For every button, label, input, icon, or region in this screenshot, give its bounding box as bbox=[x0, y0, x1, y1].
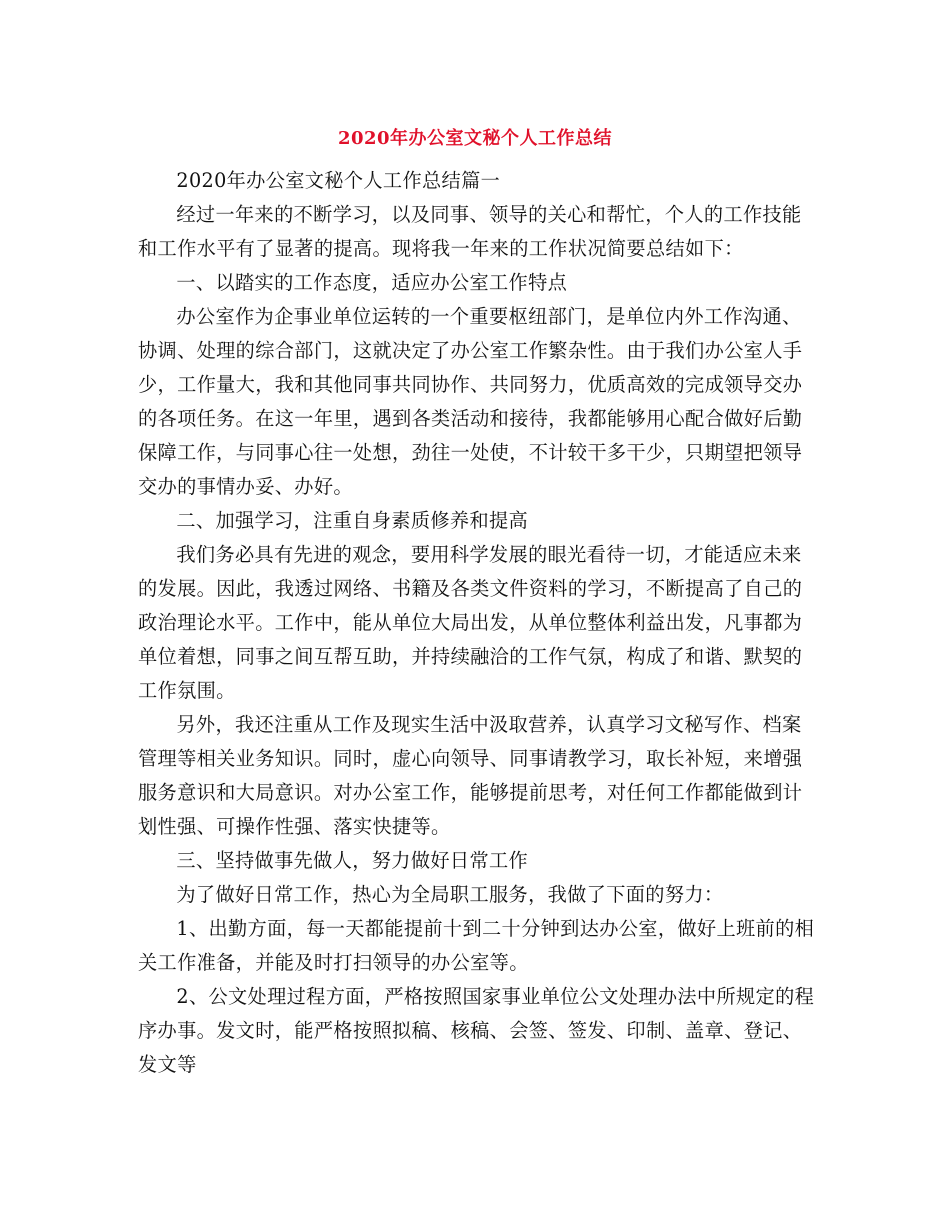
document-body bbox=[138, 164, 818, 1082]
body-paragraph: 我们务必具有先进的观念，要用科学发展的眼光看待一切，才能适应未来的发展。因此，我透过网络、书籍及各类文件资料的学习，不断提高了自己的政治理论水平。工作中，能从单位大局出发，从单位整体利益出发，凡事都为单位着想，同事之间互帮互助，并持续融洽的工作气氛，构成了和谐、默契的工作氛围。 bbox=[138, 543, 803, 702]
list-item-2: 2、公文处理过程方面，严格按照国家事业单位公文处理办法中所规定的程序办事。发文时，能严格按照拟稿、核稿、会签、签发、印制、盖章、登记、发文等 bbox=[138, 985, 815, 1076]
intro-paragraph: 经过一年来的不断学习，以及同事、领导的关心和帮忙，个人的工作技能和工作水平有了显著的提高。现将我一年来的工作状况简要总结如下： bbox=[138, 203, 802, 260]
body-paragraph: 为了做好日常工作，热心为全局职工服务，我做了下面的努力： bbox=[176, 883, 724, 906]
body-paragraph: 办公室作为企事业单位运转的一个重要枢纽部门，是单位内外工作沟通、协调、处理的综合部门，这就决定了办公室工作繁杂性。由于我们办公室人手少，工作量大，我和其他同事共同协作、共同努力，优质高效的完成领导交办的各项任务。在这一年里，遇到各类活动和接待，我都能够用心配合做好后勤保障工作，与同事心往一处想，劲往一处使，不计较干多干少，只期望把领导交办的事情办妥、办好。 bbox=[138, 305, 803, 498]
document-title: 2020年办公室文秘个人工作总结 bbox=[337, 128, 613, 149]
body-paragraph: 另外，我还注重从工作及现实生活中汲取营养，认真学习文秘写作、档案管理等相关业务知识。同时，虚心向领导、同事请教学习，取长补短，来增强服务意识和大局意识。对办公室工作，能够提前思考，对任何工作都能做到计划性强、可操作性强、落实快捷等。 bbox=[138, 713, 803, 838]
section-heading-3: 三、坚持做事先做人，努力做好日常工作 bbox=[176, 849, 529, 872]
section-heading-2: 二、加强学习，注重自身素质修养和提高 bbox=[176, 509, 529, 532]
section-heading-part-one: 2020年办公室文秘个人工作总结篇一 bbox=[176, 169, 501, 192]
list-item-1: 1、出勤方面，每一天都能提前十到二十分钟到达办公室，做好上班前的相关工作准备，并能及时打扫领导的办公室等。 bbox=[138, 917, 815, 974]
section-heading-1: 一、以踏实的工作态度，适应办公室工作特点 bbox=[176, 271, 568, 294]
